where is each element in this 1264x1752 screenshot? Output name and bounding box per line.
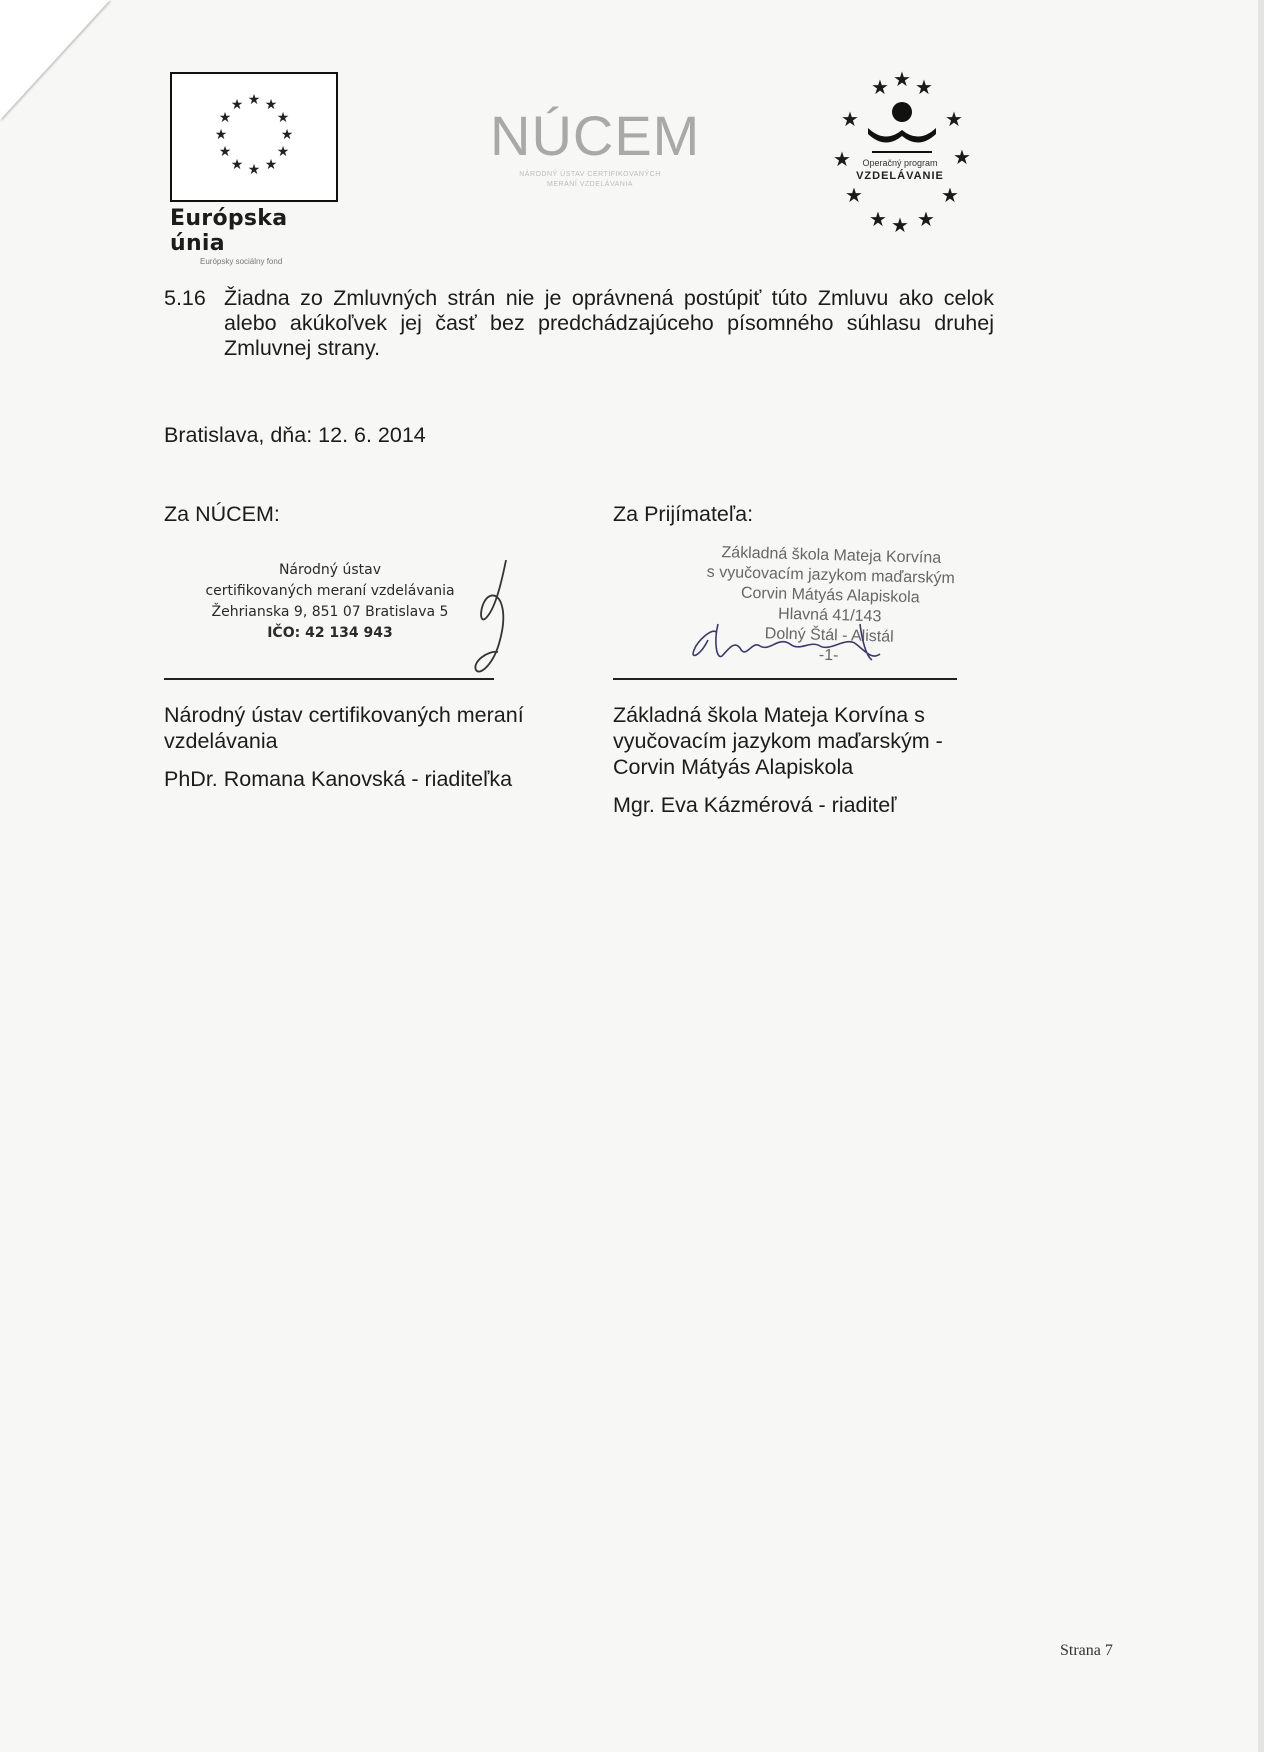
- svg-text:★: ★: [230, 97, 244, 113]
- nucem-subtitle-line1: NÁRODNÝ ÚSTAV CERTIFIKOVANÝCH: [519, 171, 661, 178]
- svg-text:★: ★: [833, 147, 851, 171]
- op-logo-line1: Operačný program: [862, 158, 938, 168]
- clause-text: Žiadna zo Zmluvných strán nie je oprávnená postúpiť túto Zmluvu ako celok alebo akúkoľvek jej časť bez predchádzajúceho písomného súhlasu druhej Zmluvnej strany.: [224, 286, 994, 360]
- op-logo-line2: VZDELÁVANIE: [856, 170, 944, 182]
- signing-date-line: Bratislava, dňa: 12. 6. 2014: [164, 423, 426, 447]
- right-signature: [693, 624, 880, 660]
- svg-text:★: ★: [230, 157, 244, 173]
- svg-text:★: ★: [247, 162, 261, 178]
- svg-text:★: ★: [917, 207, 935, 231]
- svg-text:★: ★: [941, 183, 959, 207]
- right-party-org: Základná škola Mateja Korvína s vyučovacím jazykom maďarským - Corvin Mátyás Alapiskola: [613, 703, 943, 779]
- svg-text:★: ★: [953, 145, 971, 169]
- svg-text:★: ★: [264, 97, 278, 113]
- right-party-label: Za Prijímateľa:: [613, 502, 754, 526]
- stamp-line: -1-: [818, 646, 839, 665]
- svg-text:★: ★: [915, 75, 933, 99]
- svg-text:★: ★: [945, 107, 963, 131]
- svg-text:★: ★: [276, 144, 290, 160]
- svg-text:★: ★: [869, 207, 887, 231]
- svg-text:★: ★: [214, 127, 228, 143]
- right-signature-line: [613, 678, 957, 680]
- page-number: Strana 7: [1060, 1642, 1113, 1659]
- stamp-line: Hlavná 41/143: [777, 605, 882, 626]
- svg-text:★: ★: [218, 110, 232, 126]
- stamp-line: Corvin Mátyás Alapiskola: [740, 584, 920, 607]
- svg-text:★: ★: [276, 110, 290, 126]
- svg-text:★: ★: [280, 127, 294, 143]
- stamp-line: Dolný Štál - Alistál: [764, 625, 894, 646]
- stamp-line: s vyučovacím jazykom maďarským: [706, 563, 956, 588]
- stamp-line: IČO: 42 134 943: [267, 625, 393, 641]
- svg-text:★: ★: [264, 157, 278, 173]
- svg-text:★: ★: [891, 213, 909, 237]
- stamp-line: Národný ústav: [278, 562, 382, 578]
- svg-text:★: ★: [871, 75, 889, 99]
- clause-number: 5.16: [164, 286, 206, 310]
- svg-text:★: ★: [845, 183, 863, 207]
- right-party-block: [613, 702, 993, 818]
- left-signature-line: [164, 678, 494, 680]
- left-party-block: [164, 702, 584, 792]
- eu-logo-subtitle: Európsky sociálny fond: [200, 257, 283, 266]
- left-signature: [475, 560, 506, 672]
- stamp-line: Žehrianska 9, 851 07 Bratislava 5: [211, 604, 449, 620]
- eu-logo-title: Európska únia: [170, 206, 288, 256]
- nucem-logo-name: NÚCEM: [490, 104, 701, 167]
- nucem-subtitle-line2: MERANÍ VZDELÁVANIA: [547, 180, 633, 188]
- stamp-line: certifikovaných meraní vzdelávania: [205, 583, 455, 599]
- svg-text:★: ★: [247, 92, 261, 108]
- svg-text:★: ★: [893, 68, 911, 91]
- right-party-person: Mgr. Eva Kázmérová - riaditeľ: [613, 793, 897, 817]
- svg-text:★: ★: [841, 107, 859, 131]
- left-party-person: PhDr. Romana Kanovská - riaditeľka: [164, 767, 513, 791]
- svg-text:★: ★: [218, 144, 232, 160]
- stamp-line: Základná škola Mateja Korvína: [721, 544, 942, 567]
- left-party-label: Za NÚCEM:: [164, 502, 280, 526]
- left-party-org: Národný ústav certifikovaných meraní vzdelávania: [164, 703, 524, 753]
